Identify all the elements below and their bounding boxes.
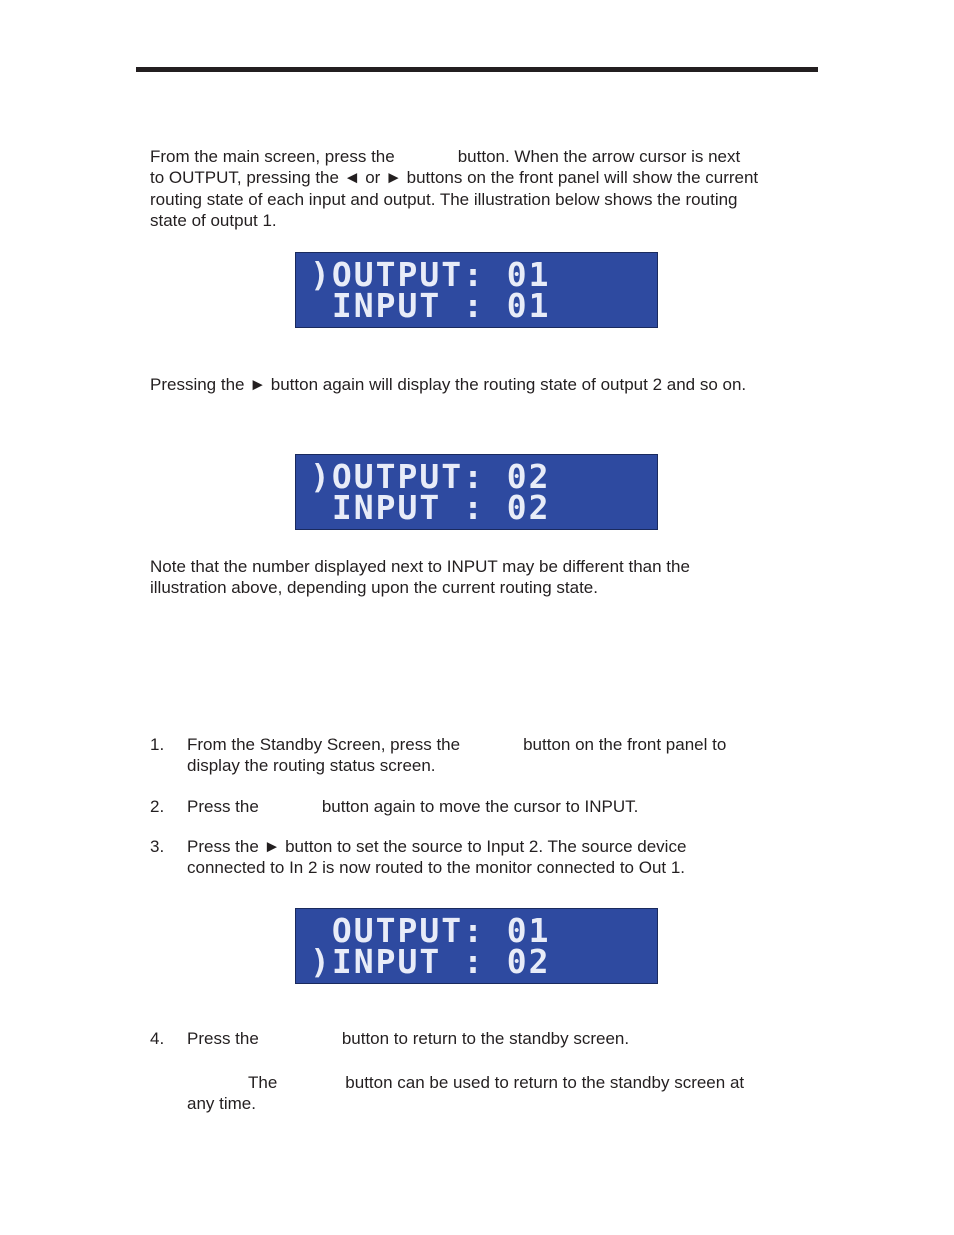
step-1-number: 1. <box>150 735 165 754</box>
lcd-line-2: INPUT : 02 <box>310 488 551 527</box>
tip-text-a: The <box>248 1073 278 1092</box>
tip-text-b: button can be used to return to the standby screen at <box>345 1073 745 1092</box>
lcd-display-output-2 <box>295 454 658 530</box>
step-2-text-b: button again to move the cursor to INPUT. <box>321 797 639 816</box>
tip-line-1 <box>248 1072 744 1094</box>
step-1-line-1 <box>187 734 726 756</box>
lcd-display-output-1 <box>295 252 658 328</box>
lcd-line-1: )OUTPUT: 01 <box>310 255 551 294</box>
step-4-number: 4. <box>150 1029 165 1048</box>
step-1-text-a: From the Standby Screen, press the <box>187 735 461 754</box>
intro-line-2: to OUTPUT, pressing the ◄ or ► buttons on the front panel will show the current <box>150 168 759 187</box>
step-3-line-1: Press the ► button to set the source to Input 2. The source device <box>187 837 687 856</box>
note-line-1: Note that the number displayed next to INPUT may be different than the <box>150 557 690 576</box>
note-line-2: illustration above, depending upon the current routing state. <box>150 578 598 597</box>
intro-line-3: routing state of each input and output. The illustration below shows the routing <box>150 190 738 209</box>
lcd-line-2: INPUT : 01 <box>310 286 551 325</box>
step-2-number: 2. <box>150 797 165 816</box>
step-1-line-2: display the routing status screen. <box>187 756 436 775</box>
intro-line-1 <box>150 146 740 168</box>
step-2-line-1 <box>187 796 638 818</box>
header-rule <box>136 67 818 72</box>
lcd-line-1: )OUTPUT: 02 <box>310 457 551 496</box>
lcd-line-2: )INPUT : 02 <box>310 942 551 981</box>
step-4-text-a: Press the <box>187 1029 259 1048</box>
tip-line-2: any time. <box>187 1094 256 1113</box>
intro-line-1-a: From the main screen, press the <box>150 147 395 166</box>
pressing-text: Pressing the ► button again will display the routing state of output 2 and so on. <box>150 375 747 394</box>
step-4-text-b: button to return to the standby screen. <box>341 1029 630 1048</box>
step-3-number: 3. <box>150 837 165 856</box>
step-2-text-a: Press the <box>187 797 259 816</box>
lcd-display-input-2 <box>295 908 658 984</box>
intro-line-1-b: button. When the arrow cursor is next <box>457 147 741 166</box>
lcd-line-1: OUTPUT: 01 <box>310 911 551 950</box>
intro-line-4: state of output 1. <box>150 211 277 230</box>
step-1-text-b: button on the front panel to <box>523 735 727 754</box>
step-4-line-1 <box>187 1028 629 1050</box>
step-3-line-2: connected to In 2 is now routed to the monitor connected to Out 1. <box>187 858 686 877</box>
